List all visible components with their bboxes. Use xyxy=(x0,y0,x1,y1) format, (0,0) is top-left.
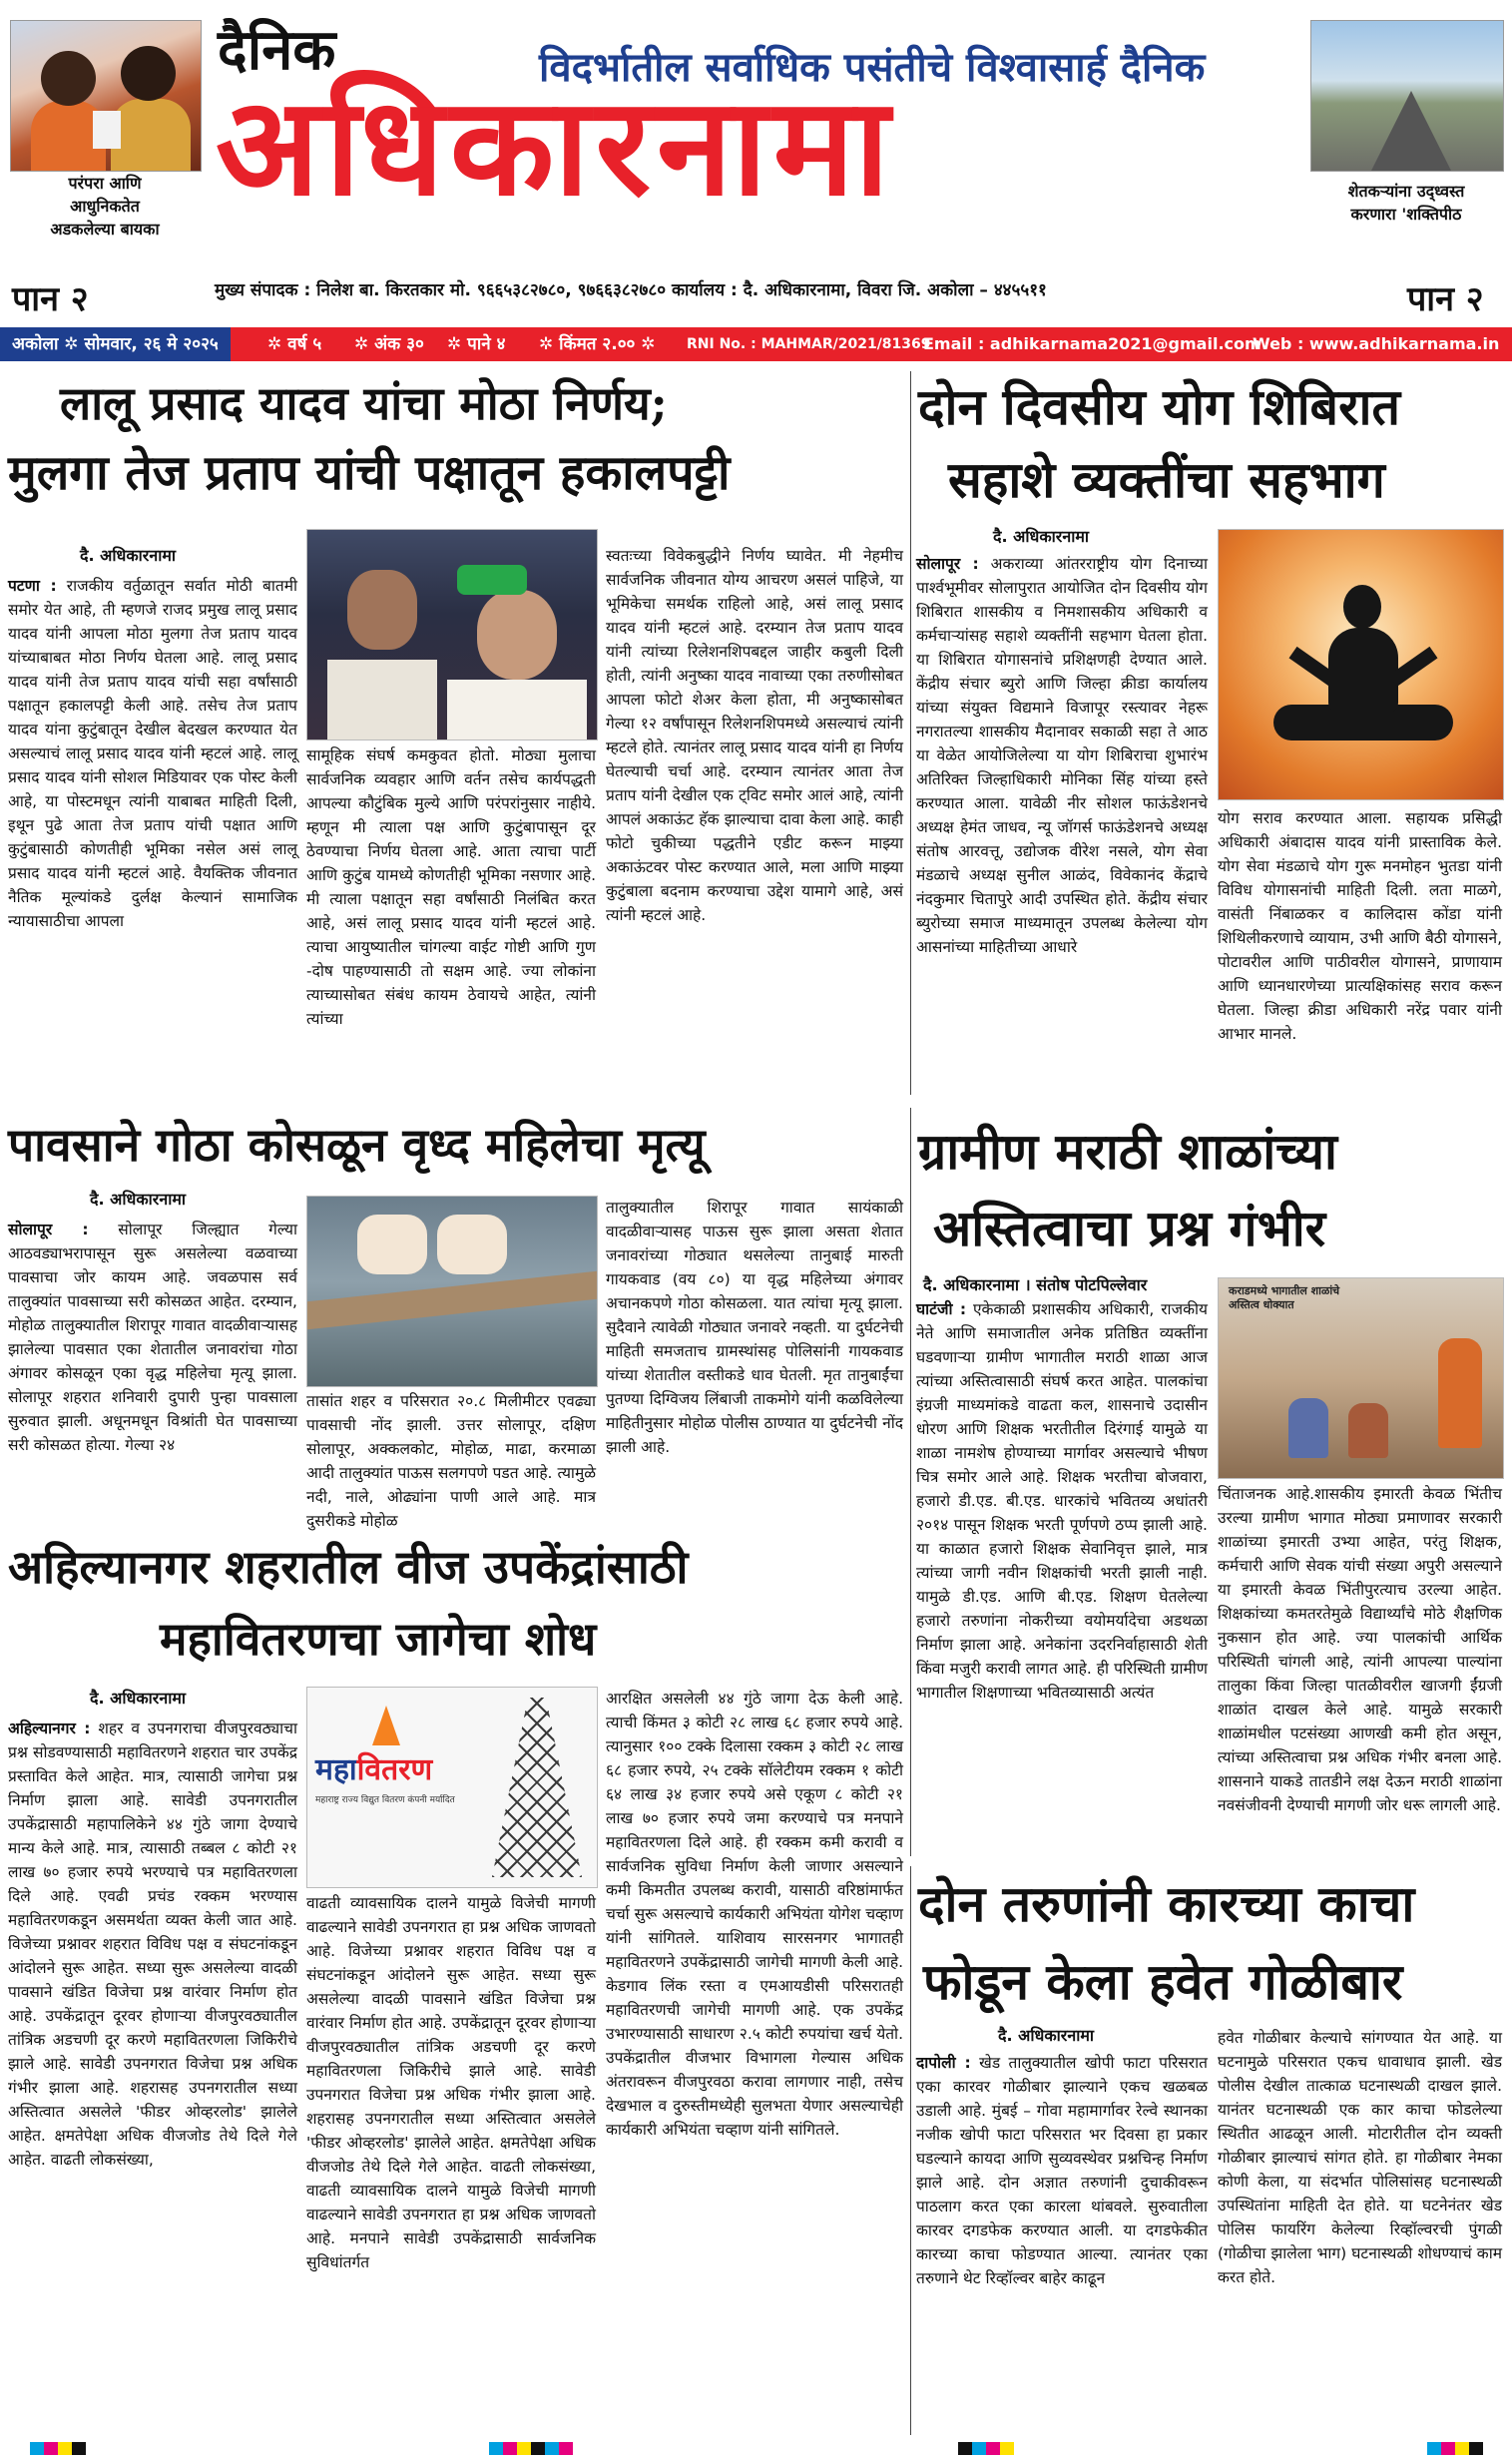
caption-line: करणारा 'शक्तिपीठ xyxy=(1350,205,1462,224)
page-number-left: पान २ xyxy=(12,279,89,319)
masthead-left-caption xyxy=(10,172,200,241)
article-text: राजकीय वर्तुळातून सर्वात मोठी बातमी समोर येत आहे, ती म्हणजे राजद प्रमुख लालू प्रसाद यादव यांनी आपला मोठा मुलगा तेज प्रताप यादव यांच्याबाबत मोठा निर्णय घेतला आहे. लालू प्रसाद यादव यांनी तेज प्रताप यादव यांची सहा वर्षांसाठी पक्षातून हकालपट्टी केली आहे. तसेच तेज प्रताप यादव यांना कुटुंबातून देखील बेदखल करण्यात येत असल्याचं लालू प्रसाद यादव यांनी म्हटलं आहे. लालू प्रसाद यादव यांनी सोशल मिडियावर एक पोस्ट केली आहे, या पोस्टमधून त्यांनी याबाबत माहिती दिली, इथून पुढे आता तेज प्रताप यांची पक्षात आणि कुटुंबासाठी कोणतीही भूमिका नसेल असं लालू प्रसाद यादव यांनी म्हटलं आहे. वैयक्तिक जीवनात नैतिक मूल्यांकडे दुर्लक्ष केल्यानं सामाजिक न्यायासाठीचा आपला xyxy=(8,577,297,930)
yoga-column-1 xyxy=(916,552,1208,1096)
dateline: सोलापूर : xyxy=(8,1221,89,1238)
column-divider xyxy=(910,1866,911,2435)
issue-price: ✲ किंमत २.०० ✲ xyxy=(539,334,656,354)
lightning-icon xyxy=(372,1706,400,1745)
dateline: सोलापूर : xyxy=(916,555,979,573)
lalu-headline-1: लालू प्रसाद यादव यांचा मोठा निर्णय; xyxy=(60,376,668,430)
mahavitaran-logo-photo xyxy=(306,1687,598,1888)
article-text: अकराव्या आंतरराष्ट्रीय योग दिनाच्या पार्श्वभूमीवर सोलापुरात आयोजित दोन दिवसीय योग शिबिरात शासकीय व निमशासकीय अधिकारी व कर्मचाऱ्यांसह सहाशे व्यक्तींनी सहभाग घेतला होता. या शिबिरात योगासनांचे प्रशिक्षणही देण्यात आले. केंद्रीय संचार ब्युरो आणि जिल्हा क्रीडा कार्यालय यांच्या संयुक्त विद्यमाने विजापूर रस्त्यावर नेहरू नगरातल्या शासकीय मैदानावर सकाळी सहा ते आठ या वेळेत आयोजिलेल्या या योग शिबिराचा शुभारंभ अतिरिक्त जिल्हाधिकारी मोनिका सिंह यांच्या हस्ते करण्यात आला. यावेळी नीर सोशल फाऊंडेशनचे अध्यक्ष हेमंत जाधव, न्यू जॉगर्स फाऊंडेशनचे अध्यक्ष संतोष आरवत्तू, उद्योजक वीरेश नसले, योग सेवा मंडळाचे अध्यक्ष सुनील आळंद, विवेकानंद केंद्राचे नंदकुमार चितापुरे आदी उपस्थित होते. केंद्रीय संचार ब्युरोच्या समाज माध्यमातून उपलब्ध केलेल्या योग आसनांच्या माहितीच्या आधारे xyxy=(916,555,1208,956)
editor-line: मुख्य संपादक : निलेश बा. किरतकार मो. ९६६५३८२७८०, ९७६६३८२७८० कार्यालय : दै. अधिकारनामा, विवरा जि. अकोला – ४४५५११ xyxy=(215,280,1047,300)
power-headline-1: अहिल्यानगर शहरातील वीज उपकेंद्रांसाठी xyxy=(8,1540,689,1594)
masthead-right-caption xyxy=(1310,180,1502,226)
yoga-column-2: योग सराव करण्यात आला. सहायक प्रसिद्धी अधिकारी अंबादास यादव यांनी प्रास्ताविक केले. योग सेवा मंडळाचे योग गुरू मनमोहन भुतडा यांनी विविध योगासनांची माहिती दिली. लता माळगे, वासंती निंबाळकर व कालिदास कोंडा यांनी शिथिलीकरणाचे व्यायाम, उभी आणि बैठी योगासने, पोटावरील आणि पाठीवरील योगासने, प्राणायाम आणि ध्यानधारणेच्या प्रात्यक्षिकांसह सराव करून घेतला. जिल्हा क्रीडा अधिकारी नरेंद्र पवार यांनी आभार मानले. xyxy=(1218,809,1502,1043)
mahavitaran-logo xyxy=(315,1747,432,1788)
firing-headline-1: दोन तरुणांनी कारच्या काचा xyxy=(918,1874,1415,1933)
lalu-headline-2: मुलगा तेज प्रताप यांची पक्षातून हकालपट्टी xyxy=(8,445,731,501)
dateline: घाटंजी : xyxy=(916,1300,967,1318)
article-text: सोलापूर जिल्ह्यात गेल्या आठवड्याभरापासून सुरू असलेल्या वळवाच्या पावसाचा जोर कायम आहे. जवळपास सर्व तालुक्यांत पावसाच्या सरी कोसळत आहेत. दरम्यान, मोहोळ तालुक्यातील शिरापूर गावात वादळीवाऱ्यासह झालेल्या पावसात एका शेतातील जनावरांचा गोठा अंगावर कोसळून एका वृद्ध महिलेचा मृत्यू झाला. सोलापूर शहरात शनिवारी दुपारी पुन्हा पावसाला सुरुवात झाली. अधूनमधून विश्रांती घेत पावसाच्या सरी कोसळत होत्या. गेल्या २४ xyxy=(8,1221,297,1454)
caption-line: शेतकऱ्यांना उद्ध्वस्त xyxy=(1347,182,1465,201)
rain-column-3: तालुक्यातील शिरापूर गावात सायंकाळी वादळीवाऱ्यासह पाऊस सुरू झाला असता शेतात जनावरांच्या गोठ्यात थसलेल्या तानुबाई मारुती गायकवाड (वय ८०) या वृद्ध महिलेच्या अंगावर अचानकपणे गोठा कोसळला. यात त्यांचा मृत्यू झाला. सुदैवाने त्यावेळी गोठ्यात जनावरे नव्हती. या दुर्घटनेची माहिती समजताच ग्रामस्थांसह पोलिसांनी गायकवाड यांच्या शेतातील वस्तीकडे धाव घेतली. मृत तानुबाईंचा पुतण्या दिग्विजय लिंबाजी ताकमोगे यांनी कळविलेल्या माहितीनुसार मोहोळ पोलीस ठाण्यात या दुर्घटनेची नोंद झाली आहे. xyxy=(606,1199,903,1456)
yoga-headline-1: दोन दिवसीय योग शिबिरात xyxy=(918,377,1400,436)
mahavitaran-tagline: महाराष्ट्र राज्य विद्युत वितरण कंपनी मर्यादित xyxy=(315,1795,455,1805)
caption-line: आधुनिकतेत xyxy=(70,197,140,216)
column-divider xyxy=(910,371,911,1095)
masthead-brand: अधिकारनामा xyxy=(216,67,896,227)
rain-column-1 xyxy=(8,1218,297,1517)
rni-number: RNI No. : MAHMAR/2021/81369 xyxy=(687,336,931,352)
rain-photo xyxy=(306,1196,598,1387)
power-headline-2: महावितरणचा जागेचा शोध xyxy=(160,1612,597,1666)
dateline: पटणा : xyxy=(8,577,57,595)
masthead-dainik: दैनिक xyxy=(218,17,336,83)
yoga-headline-2: सहाशे व्यक्तींचा सहभाग xyxy=(948,450,1385,509)
issue-year: ✲ वर्ष ५ xyxy=(267,334,322,354)
power-column-1 xyxy=(8,1717,297,2430)
caption-line: अडकलेल्या बायका xyxy=(50,220,160,239)
yoga-byline: दै. अधिकारनामा xyxy=(993,527,1090,546)
power-byline: दै. अधिकारनामा xyxy=(90,1689,187,1708)
logo-part: वितरण xyxy=(356,1752,433,1787)
rain-byline: दै. अधिकारनामा xyxy=(90,1190,187,1209)
school-headline-1: ग्रामीण मराठी शाळांच्या xyxy=(918,1122,1337,1181)
masthead-left-photo xyxy=(10,20,202,172)
registration-marks xyxy=(30,2440,86,2453)
school-column-2: चिंताजनक आहे.शासकीय इमारती केवळ भिंतीच उरल्या ग्रामीण भागात मोठ्या प्रमाणावर सरकारी शाळांच्या इमारती उभ्या आहेत, परंतु शिक्षक, कर्मचारी आणि सेवक यांची संख्या अपुरी असल्याने या इमारती केवळ भिंतीपुरत्याच उरल्या आहेत. शिक्षकांच्या कमतरतेमुळे विद्यार्थ्यांचे मोठे शैक्षणिक नुकसान होत आहे. ज्या पालकांची आर्थिक परिस्थिती चांगली आहे, त्यांनी आपल्या पाल्यांना तालुका किंवा जिल्हा पातळीवरील खाजगी ईंग्रजी शाळांत दाखल केले आहे. यामुळे सरकारी शाळांमधील पटसंख्या आणखी कमी होत असून, त्यांच्या अस्तित्वाचा प्रश्न अधिक गंभीर बनला आहे. शासनाने याकडे तातडीने लक्ष देऊन मराठी शाळांना नवसंजीवनी देण्याची मागणी जोर धरू लागली आहे. xyxy=(1218,1485,1502,1814)
issue-number: ✲ अंक ३० xyxy=(354,334,424,354)
lalu-column-1 xyxy=(8,574,297,1093)
registration-marks xyxy=(958,2440,1014,2453)
article-text: खेड तालुक्यातील खोपी फाटा परिसरात एका कारवर गोळीबार झाल्याने एकच खळबळ उडाली आहे. मुंबई – गोवा महामार्गावर रेल्वे स्थानका नजीक खोपी फाटा परिसरात भर दिवसा हा प्रकार घडल्याने कायदा आणि सुव्यवस्थेवर प्रश्नचिन्ह निर्माण झाले आहे. दोन अज्ञात तरुणांनी दुचाकीवरून पाठलाग करत एका कारला थांबवले. सुरुवातीला कारवर दगडफेक करण्यात आली. या दगडफेकीत कारच्या काचा फोडण्यात आल्या. त्यानंतर एका तरुणाने थेट रिव्हॉल्वर बाहेर काढून xyxy=(916,2054,1208,2287)
caption-line: परंपरा आणि xyxy=(68,174,142,193)
masthead-tagline: विदर्भातील सर्वाधिक पसंतीचे विश्वासार्ह दैनिक xyxy=(539,45,1206,91)
column-divider xyxy=(910,1108,911,1856)
firing-column-1 xyxy=(916,2051,1208,2430)
firing-column-2: हवेत गोळीबार केल्याचे सांगण्यात येत आहे. या घटनामुळे परिसरात एकच धावाधाव झाली. खेड पोलीस देखील तात्काळ घटनास्थळी दाखल झाले. यानंतर घटनास्थळी एक कार काचा फोडलेल्या स्थितीत आढळून आली. मोटारीतील दोन व्यक्ती गोळीबार झाल्याचं सांगत होते. हा गोळीबार नेमका कोणी केला, या संदर्भात पोलिसांसह घटनास्थळी उपस्थितांना माहिती देत होते. या घटनेनंतर खेड पोलिस फायरिंग केलेल्या रिव्हॉल्वरची पुंगळी (गोळीचा झालेला भाग) घटनास्थळी शोधण्याचं काम करत होते. xyxy=(1218,2029,1502,2286)
logo-part: महा xyxy=(315,1752,357,1787)
school-photo-caption: कराडमध्ये भागातील शाळांचे अस्तित्व धोक्यात xyxy=(1229,1284,1340,1311)
school-column-1 xyxy=(916,1297,1208,1856)
school-byline: दै. अधिकारनामा । संतोष पोटपिल्लेवार xyxy=(923,1275,1148,1294)
power-column-2: वाढती व्यावसायिक दालने यामुळे विजेची मागणी वाढल्याने सावेडी उपनगरात हा प्रश्न अधिक जाणवतो आहे. विजेच्या प्रश्नावर शहरात विविध पक्ष व संघटनांकडून आंदोलने सुरू आहेत. सध्या सुरू असलेल्या वादळी पावसाने खंडित विजेचा प्रश्न वारंवार निर्माण होत आहे. उपकेंद्रातून दूरवर होणाऱ्या वीजपुरवठ्यातील तांत्रिक अडचणी दूर करणे महावितरणला जिकिरीचे झाले आहे. सावेडी उपनगरात विजेचा प्रश्न अधिक गंभीर झाला आहे. शहरासह उपनगरातील सध्या अस्तित्वात असलेले 'फीडर ओव्हरलोड' झालेले आहेत. क्षमतेपेक्षा अधिक वीजजोड तेथे दिले गेले आहेत. वाढती लोकसंख्या, वाढती व्यावसायिक दालने यामुळे विजेची मागणी वाढल्याने सावेडी उपनगरात हा प्रश्न अधिक जाणवतो आहे. मनपाने सावेडी उपकेंद्रासाठी सार्वजनिक सुविधांतर्गत xyxy=(306,1894,596,2271)
info-bar xyxy=(0,327,1512,361)
power-column-3: आरक्षित असलेली ४४ गुंठे जागा देऊ केली आहे. त्याची किंमत ३ कोटी २८ लाख ६८ हजार रुपये आहे. त्यानुसार १०० टक्के दिलासा रक्कम ३ कोटी २८ लाख ६८ हजार रुपये, २५ टक्के सॉलेटीयम रक्कम १ कोटी ६४ लाख ३४ हजार रुपये असे एकूण ८ कोटी २१ लाख ७० हजार रुपये जमा करण्याचे पत्र मनपाने महावितरणला दिले आहे. ही रक्कम कमी करावी व सार्वजनिक सुविधा निर्माण केली जाणार असल्याने कमी किमतीत उपलब्ध करावी, यासाठी वरिष्ठांमार्फत चर्चा सुरू असल्याचे कार्यकारी अभियंता योगेश चव्हाण यांनी सांगितले. याशिवाय सारसनगर भागातही महावितरणने उपकेंद्रासाठी जागेची मागणी केली आहे. केडगाव लिंक रस्ता व एमआयडीसी परिसरातही महावितरणची जागेची मागणी आहे. एक उपकेंद्र उभारण्यासाठी साधारण २.५ कोटी रुपयांचा खर्च येतो. उपकेंद्रातील वीजभार विभागला गेल्यास अधिक अंतरावरून वीजपुरवठा करावा लागणार नाही, तसेच देखभाल व दुरुस्तीमध्येही सुलभता येणार असल्याचेही कार्यकारी अभियंता चव्हाण यांनी सांगितले. xyxy=(606,1690,903,2139)
dateline: दापोली : xyxy=(916,2054,971,2072)
lalu-photo xyxy=(306,529,598,740)
contact-email[interactable]: Email : adhikarnama2021@gmail.com xyxy=(923,334,1261,353)
registration-marks xyxy=(1427,2440,1483,2453)
school-headline-2: अस्तित्वाचा प्रश्न गंभीर xyxy=(933,1199,1326,1257)
issue-date: अकोला ✲ सोमवार, २६ मे २०२५ xyxy=(0,327,231,361)
lalu-column-2: सामूहिक संघर्ष कमकुवत होतो. मोठ्या मुलाचा सार्वजनिक व्यवहार आणि वर्तन तसेच कार्यपद्धती आपल्या कौटुंबिक मुल्ये आणि परंपरांनुसार नाहीये. म्हणून मी त्याला पक्ष आणि कुटुंबापासून दूर ठेवण्याचा निर्णय घेतला आहे. आता त्याचा पार्टी आणि कुटुंब यामध्ये कोणतीही भूमिका नसणार आहे. मी त्याला पक्षातून सहा वर्षांसाठी निलंबित करत आहे, असं लालू प्रसाद यादव यांनी म्हटलं आहे. त्याचा आयुष्यातील चांगल्या वाईट गोष्टी आणि गुण -दोष पाहण्यासाठी तो सक्षम आहे. ज्या लोकांना त्याच्यासोबत संबंध कायम ठेवायचे आहेत, त्यांनी त्यांच्या xyxy=(306,746,596,1028)
transmission-tower-icon xyxy=(492,1698,582,1877)
firing-byline: दै. अधिकारनामा xyxy=(998,2026,1095,2045)
rain-headline: पावसाने गोठा कोसळून वृध्द महिलेचा मृत्यू xyxy=(8,1118,706,1172)
page-number-right: पान २ xyxy=(1407,279,1484,319)
lalu-column-3: स्वतःच्या विवेकबुद्धीने निर्णय घ्यावेत. मी नेहमीच सार्वजनिक जीवनात योग्य आचरण असलं पाहिजे, या भूमिकेचा समर्थक राहिलो आहे, असं लालू प्रसाद यादव यांनी म्हटलं आहे. दरम्यान तेज प्रताप यादव यांनी त्यांच्या रिलेशनशिपबद्दल जाहीर कबुली दिली होती, त्यांनी अनुष्का यादव नावाच्या एका तरुणीसोबत आपला फोटो शेअर केला होता, मी अनुष्कासोबत गेल्या १२ वर्षांपासून रिलेशनशिपमध्ये असल्याचं त्यांनी म्हटले होते. त्यानंतर लालू प्रसाद यादव यांनी हा निर्णय घेतल्याची चर्चा आहे. दरम्यान त्यानंतर आता तेज प्रताप यांनी देखील एक ट्विट समोर आलं आहे, त्यांनी आपलं अकाऊंट हॅक झाल्याचा दावा केला आहे. काही फोटो चुकीच्या पद्धतीने एडीट करून माझ्या अकाऊंटवर पोस्ट करण्यात आले, मला आणि माझ्या कुटुंबाला बदनाम करण्याचा उद्देश यामागे आहे, असं त्यांनी म्हटलं आहे. xyxy=(606,547,903,924)
firing-headline-2: फोडून केला हवेत गोळीबार xyxy=(923,1952,1403,2011)
lalu-byline: दै. अधिकारनामा xyxy=(80,546,177,565)
website-link[interactable]: Web : www.adhikarnama.in xyxy=(1253,334,1500,353)
school-photo xyxy=(1218,1277,1504,1479)
dateline: अहिल्यानगर : xyxy=(8,1720,91,1737)
article-text: शहर व उपनगराचा वीजपुरवठ्याचा प्रश्न सोडवण्यासाठी महावितरणने शहरात चार उपकेंद्र प्रस्तावित केले आहेत. मात्र, त्यासाठी जागेचा प्रश्न निर्माण झाला आहे. सावेडी उपनगरातील उपकेंद्रासाठी महापालिकेने ४४ गुंठे जागा देण्याचे मान्य केले आहे. मात्र, त्यासाठी तब्बल ८ कोटी २१ लाख ७० हजार रुपये भरण्याचे पत्र महावितरणला दिले आहे. एवढी प्रचंड रक्कम भरण्यास महावितरणकडून असमर्थता व्यक्त केली जात आहे. विजेच्या प्रश्नावर शहरात विविध पक्ष व संघटनांकडून आंदोलने सुरू आहेत. सध्या सुरू असलेल्या वादळी पावसाने खंडित विजेचा प्रश्न वारंवार निर्माण होत आहे. उपकेंद्रातून दूरवर होणाऱ्या वीजपुरवठ्यातील तांत्रिक अडचणी दूर करणे महावितरणला जिकिरीचे झाले आहे. सावेडी उपनगरात विजेचा प्रश्न अधिक गंभीर झाला आहे. शहरासह उपनगरातील सध्या अस्तित्वात असलेले 'फीडर ओव्हरलोड' झालेले आहेत. क्षमतेपेक्षा अधिक वीजजोड तेथे दिले गेले आहेत. वाढती लोकसंख्या, xyxy=(8,1720,297,2169)
issue-pages: ✲ पाने ४ xyxy=(447,334,506,354)
article-text: एकेकाळी प्रशासकीय अधिकारी, राजकीय नेते आणि समाजातील अनेक प्रतिष्ठित व्यक्तींना घडवणाऱ्या ग्रामीण भागातील मराठी शाळा आज त्यांच्या अस्तित्वासाठी संघर्ष करत आहेत. पालकांचा इंग्रजी माध्यमांकडे वाढता कल, शासनाचे उदासीन धोरण आणि शिक्षक भरतीतील दिरंगाई यामुळे या शाळा नामशेष होण्याच्या मार्गावर असल्याचे भीषण चित्र समोर आले आहे. शिक्षक भरतीचा बोजवारा, हजारो डी.एड. बी.एड. धारकांचे भवितव्य अधांतरी २०१४ पासून शिक्षक भरती पूर्णपणे ठप्प झाली आहे. या काळात हजारो शिक्षक सेवानिवृत्त झाले, मात्र त्यांच्या जागी नवीन शिक्षकांची भरती झाली नाही. यामुळे डी.एड. आणि बी.एड. शिक्षण घेतलेल्या हजारो तरुणांना नोकरीच्या वयोमर्यादेचा अडथळा निर्माण झाला आहे. अनेकांना उदरनिर्वाहासाठी शेती किंवा मजुरी करावी लागत आहे. ही परिस्थिती ग्रामीण भागातील शिक्षणाच्या भवितव्यासाठी अत्यंत xyxy=(916,1300,1208,1702)
masthead-right-photo xyxy=(1310,20,1504,172)
yoga-illustration xyxy=(1218,529,1504,800)
rain-column-2: तासांत शहर व परिसरात २०.८ मिलीमीटर एवढ्या पावसाची नोंद झाली. उत्तर सोलापूर, दक्षिण सोलापूर, अक्कलकोट, मोहोळ, माढा, करमाळा आदी तालुक्यांत पाऊस सलगपणे पडत आहे. त्यामुळे नदी, नाले, ओढ्यांना पाणी आले आहे. मात्र दुसरीकडे मोहोळ xyxy=(306,1392,596,1530)
registration-marks xyxy=(489,2440,573,2453)
